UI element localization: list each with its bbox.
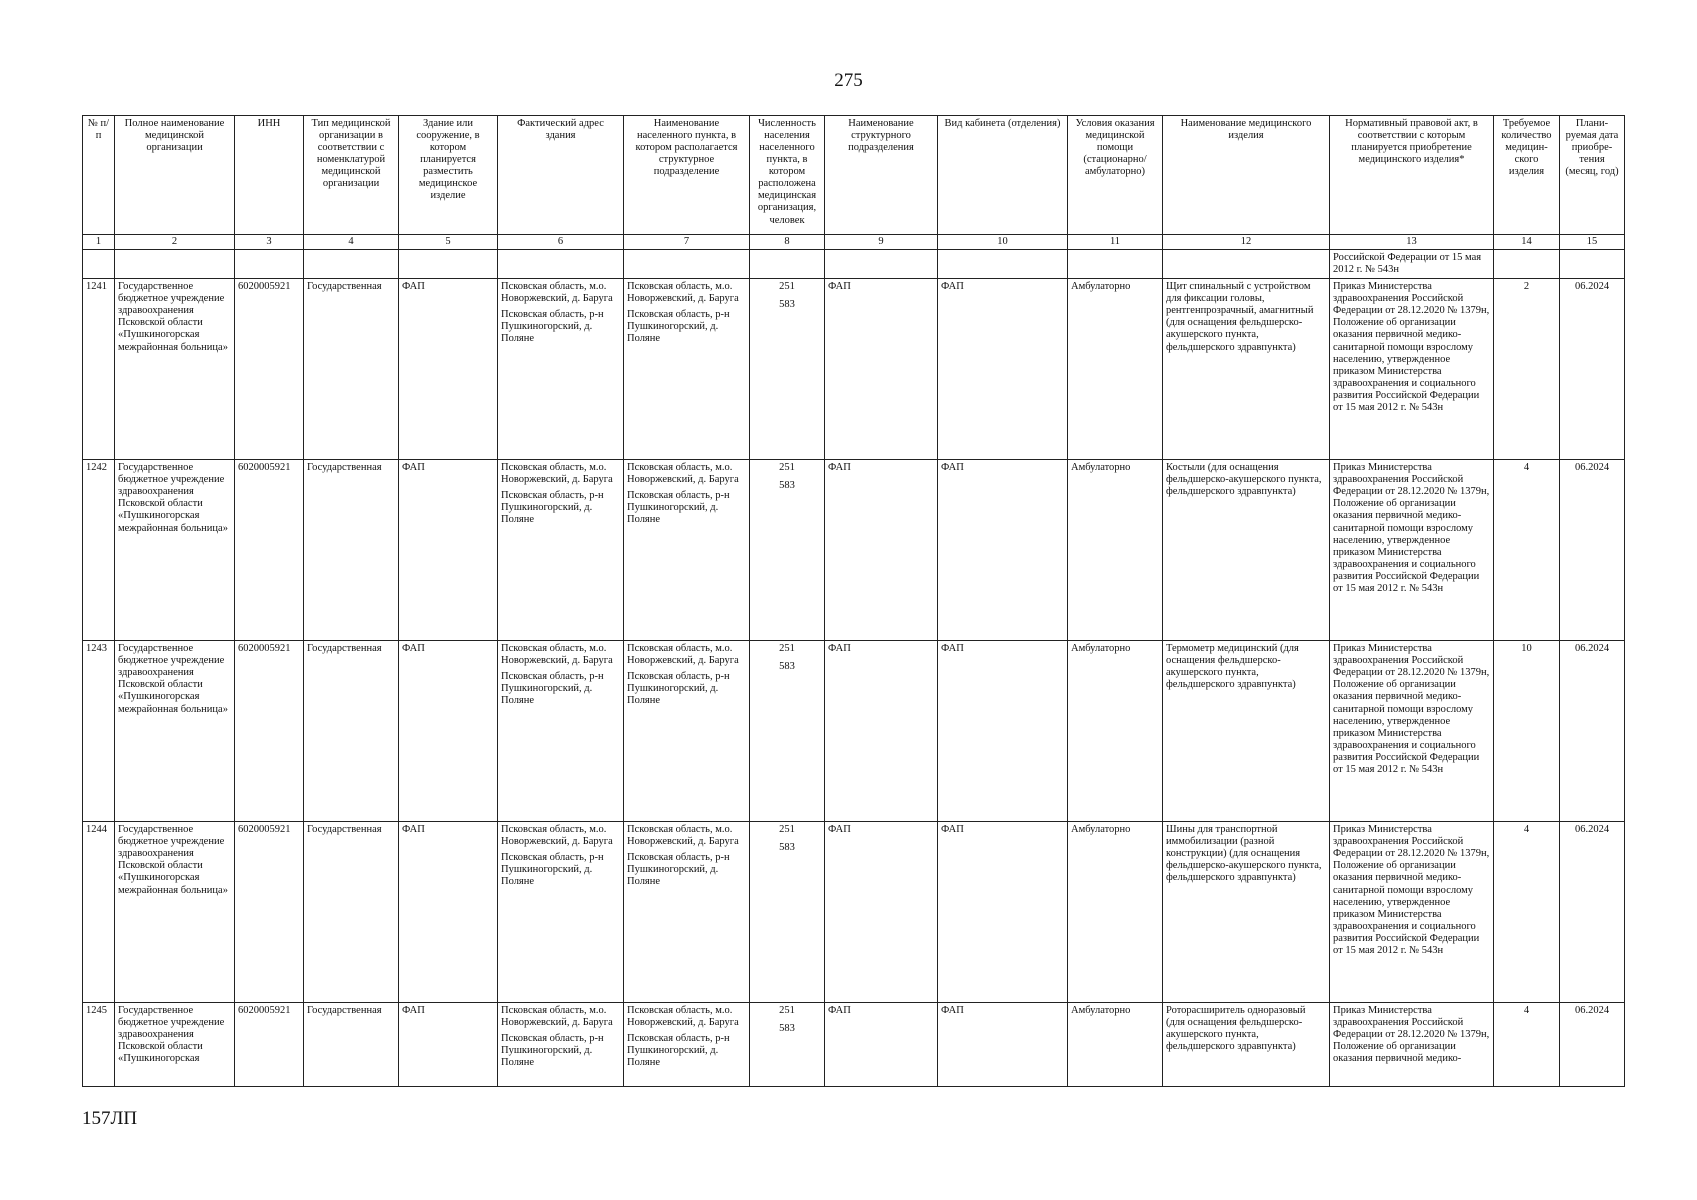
address-line: Псковская область, р-н Пушкиногорский, д. Поляне [501,309,604,345]
quantity: 4 [1494,460,1560,641]
header-cell-quantity: Требуемое количество медицин-ского изделия [1494,116,1560,235]
actual-address [498,641,624,822]
column-number: 3 [235,235,304,250]
locality [624,1003,750,1087]
column-number: 8 [750,235,825,250]
header-cell-date: Плани-руемая дата приобре-тения (месяц, год) [1560,116,1625,235]
column-number: 2 [115,235,235,250]
actual-address [498,822,624,1003]
actual-address [498,279,624,460]
quantity: 2 [1494,279,1560,460]
care-conditions: Амбулаторно [1068,822,1163,1003]
care-conditions: Амбулаторно [1068,279,1163,460]
continuation-text: Российской Федерации от 15 мая 2012 г. № 543н [1330,250,1494,279]
column-number: 13 [1330,235,1494,250]
population-value: 251 [779,1005,795,1017]
column-number: 9 [825,235,938,250]
legal-act: Приказ Министерства здравоохранения Российской Федерации от 28.12.2020 № 1379н, Положение об организации оказания первичной медико- [1330,1003,1494,1087]
inn: 6020005921 [235,641,304,822]
population [750,460,825,641]
column-number: 1 [83,235,115,250]
locality-line: Псковская область, м.о. Новоржевский, д. Баруга [627,643,739,667]
population [750,279,825,460]
population-value: 583 [779,842,795,854]
org-type: Государственная [304,279,399,460]
population-value: 583 [779,1023,795,1035]
table-row [83,641,1625,822]
care-conditions: Амбулаторно [1068,641,1163,822]
legal-act: Приказ Министерства здравоохранения Российской Федерации от 28.12.2020 № 1379н, Положение об организации оказания первичной медико-санитарной помощи взрослому населению, утвержденное приказом Министерства здравоохранения и социального развития Российской Федерации от 15 мая 2012 г. № 543н [1330,641,1494,822]
address-line: Псковская область, м.о. Новоржевский, д. Баруга [501,462,613,486]
column-number: 12 [1163,235,1330,250]
table-row [83,279,1625,460]
planned-date: 06.2024 [1560,279,1625,460]
locality-line: Псковская область, м.о. Новоржевский, д. Баруга [627,1005,739,1029]
row-number: 1242 [83,460,115,641]
header-cell-org: Полное наименование медицинской организации [115,116,235,235]
locality-line: Псковская область, р-н Пушкиногорский, д. Поляне [627,309,730,345]
page-number: 275 [834,70,863,91]
population-value: 251 [779,643,795,655]
structural-unit: ФАП [825,460,938,641]
building: ФАП [399,279,498,460]
population-value: 251 [779,824,795,836]
address-line: Псковская область, м.о. Новоржевский, д. Баруга [501,824,613,848]
locality [624,641,750,822]
device-name: Термометр медицинский (для оснащения фельдшерско-акушерского пункта, фельдшерского здравпункта) [1163,641,1330,822]
legal-act: Приказ Министерства здравоохранения Российской Федерации от 28.12.2020 № 1379н, Положение об организации оказания первичной медико-санитарной помощи взрослому населению, утвержденное приказом Министерства здравоохранения и социального развития Российской Федерации от 15 мая 2012 г. № 543н [1330,822,1494,1003]
population [750,822,825,1003]
quantity: 4 [1494,822,1560,1003]
medical-equipment-table [82,115,1625,1087]
address-line: Псковская область, р-н Пушкиногорский, д. Поляне [501,671,604,707]
population-value: 583 [779,661,795,673]
structural-unit: ФАП [825,822,938,1003]
device-name: Щит спинальный с устройством для фиксации головы, рентгенпрозрачный, амагнитный (для оснащения фельдшерско-акушерского пункта, фельдшерского здравпункта) [1163,279,1330,460]
population [750,641,825,822]
actual-address [498,460,624,641]
legal-act: Приказ Министерства здравоохранения Российской Федерации от 28.12.2020 № 1379н, Положение об организации оказания первичной медико-санитарной помощи взрослому населению, утвержденное приказом Министерства здравоохранения и социального развития Российской Федерации от 15 мая 2012 г. № 543н [1330,279,1494,460]
cabinet-type: ФАП [938,460,1068,641]
header-row [83,116,1625,235]
locality [624,279,750,460]
header-cell-building: Здание или сооружение, в котором планируется разместить медицинское изделие [399,116,498,235]
structural-unit: ФАП [825,279,938,460]
planned-date: 06.2024 [1560,822,1625,1003]
header-cell-unit: Наименование структурного подразделения [825,116,938,235]
org-name: Государственное бюджетное учреждение здравоохранения Псковской области «Пушкиногорская [115,1003,235,1087]
row-number: 1245 [83,1003,115,1087]
header-cell-type: Тип медицинской организации в соответствии с номенклатурой медицинской организации [304,116,399,235]
header-cell-address: Фактический адрес здания [498,116,624,235]
inn: 6020005921 [235,460,304,641]
locality-line: Псковская область, р-н Пушкиногорский, д. Поляне [627,1033,730,1069]
care-conditions: Амбулаторно [1068,1003,1163,1087]
cabinet-type: ФАП [938,1003,1068,1087]
planned-date: 06.2024 [1560,460,1625,641]
population [750,1003,825,1087]
org-name: Государственное бюджетное учреждение здравоохранения Псковской области «Пушкиногорская межрайонная больница» [115,641,235,822]
locality-line: Псковская область, р-н Пушкиногорский, д. Поляне [627,671,730,707]
org-type: Государственная [304,641,399,822]
org-name: Государственное бюджетное учреждение здравоохранения Псковской области «Пушкиногорская межрайонная больница» [115,460,235,641]
locality [624,822,750,1003]
header-cell-act: Нормативный правовой акт, в соответствии с которым планируется приобретение медицинского изделия* [1330,116,1494,235]
column-number: 7 [624,235,750,250]
table-row [83,460,1625,641]
column-number-row [83,235,1625,250]
care-conditions: Амбулаторно [1068,460,1163,641]
header-cell-inn: ИНН [235,116,304,235]
org-type: Государственная [304,1003,399,1087]
header-cell-population: Численность населения населенного пункта, в котором расположена медицинская организация, человек [750,116,825,235]
org-name: Государственное бюджетное учреждение здравоохранения Псковской области «Пушкиногорская межрайонная больница» [115,279,235,460]
cabinet-type: ФАП [938,279,1068,460]
footer-code: 157ЛП [82,1108,138,1129]
locality [624,460,750,641]
org-type: Государственная [304,460,399,641]
population-value: 583 [779,480,795,492]
column-number: 10 [938,235,1068,250]
device-name: Шины для транспортной иммобилизации (разной конструкции) (для оснащения фельдшерско-акушерского пункта, фельдшерского здравпункта) [1163,822,1330,1003]
address-line: Псковская область, м.о. Новоржевский, д. Баруга [501,281,613,305]
inn: 6020005921 [235,279,304,460]
planned-date: 06.2024 [1560,1003,1625,1087]
address-line: Псковская область, р-н Пушкиногорский, д. Поляне [501,852,604,888]
org-name: Государственное бюджетное учреждение здравоохранения Псковской области «Пушкиногорская межрайонная больница» [115,822,235,1003]
population-value: 251 [779,462,795,474]
cabinet-type: ФАП [938,641,1068,822]
building: ФАП [399,1003,498,1087]
header-cell-conditions: Условия оказания медицинской помощи (стационарно/ амбулаторно) [1068,116,1163,235]
table-row [83,822,1625,1003]
actual-address [498,1003,624,1087]
building: ФАП [399,641,498,822]
address-line: Псковская область, р-н Пушкиногорский, д. Поляне [501,1033,604,1069]
inn: 6020005921 [235,822,304,1003]
table-row [83,1003,1625,1087]
locality-line: Псковская область, м.о. Новоржевский, д. Баруга [627,281,739,305]
building: ФАП [399,822,498,1003]
header-cell-device: Наименование медицинского изделия [1163,116,1330,235]
locality-line: Псковская область, р-н Пушкиногорский, д. Поляне [627,490,730,526]
column-number: 4 [304,235,399,250]
device-name: Костыли (для оснащения фельдшерско-акушерского пункта, фельдшерского здравпункта) [1163,460,1330,641]
device-name: Роторасширитель одноразовый (для оснащения фельдшерско-акушерского пункта, фельдшерского здравпункта) [1163,1003,1330,1087]
population-value: 583 [779,299,795,311]
column-number: 14 [1494,235,1560,250]
legal-act: Приказ Министерства здравоохранения Российской Федерации от 28.12.2020 № 1379н, Положение об организации оказания первичной медико-санитарной помощи взрослому населению, утвержденное приказом Министерства здравоохранения и социального развития Российской Федерации от 15 мая 2012 г. № 543н [1330,460,1494,641]
column-number: 11 [1068,235,1163,250]
locality-line: Псковская область, м.о. Новоржевский, д. Баруга [627,462,739,486]
address-line: Псковская область, р-н Пушкиногорский, д. Поляне [501,490,604,526]
header-cell-num: № п/п [83,116,115,235]
planned-date: 06.2024 [1560,641,1625,822]
header-cell-locality: Наименование населенного пункта, в котором располагается структурное подразделение [624,116,750,235]
inn: 6020005921 [235,1003,304,1087]
population-value: 251 [779,281,795,293]
row-number: 1244 [83,822,115,1003]
address-line: Псковская область, м.о. Новоржевский, д. Баруга [501,1005,613,1029]
header-cell-cabinet: Вид кабинета (отделения) [938,116,1068,235]
building: ФАП [399,460,498,641]
structural-unit: ФАП [825,641,938,822]
continuation-row [83,250,1625,279]
locality-line: Псковская область, м.о. Новоржевский, д. Баруга [627,824,739,848]
column-number: 15 [1560,235,1625,250]
quantity: 10 [1494,641,1560,822]
column-number: 6 [498,235,624,250]
column-number: 5 [399,235,498,250]
cabinet-type: ФАП [938,822,1068,1003]
address-line: Псковская область, м.о. Новоржевский, д. Баруга [501,643,613,667]
row-number: 1241 [83,279,115,460]
quantity: 4 [1494,1003,1560,1087]
structural-unit: ФАП [825,1003,938,1087]
row-number: 1243 [83,641,115,822]
locality-line: Псковская область, р-н Пушкиногорский, д. Поляне [627,852,730,888]
org-type: Государственная [304,822,399,1003]
